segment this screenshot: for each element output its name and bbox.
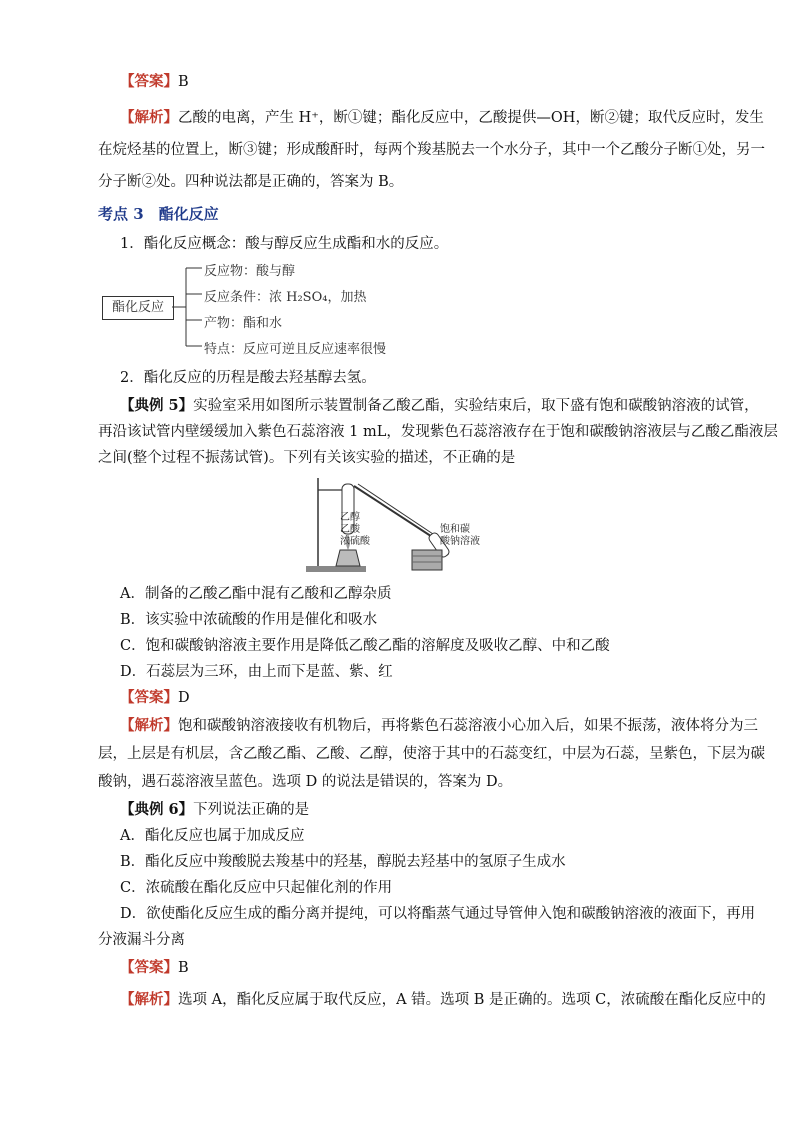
example5-option-a: A．制备的乙酸乙酯中混有乙酸和乙醇杂质 (120, 586, 392, 602)
apparatus-label-carbonate-2: 酸钠溶液 (440, 536, 480, 547)
diagram-item-reactants: 反应物：酸与醇 (204, 264, 296, 279)
apparatus-label-carbonate-1: 饱和碳 (440, 524, 470, 535)
diagram-item-features: 特点：反应可逆且反应速率很慢 (204, 342, 387, 357)
example5-stem-2: 再沿该试管内壁缓缓加入紫色石蕊溶液 1 mL，发现紫色石蕊溶液存在于饱和碳酸钠溶液层与乙酸乙酯液层 (98, 424, 778, 440)
example5-explanation-2: 层，上层是有机层，含乙酸乙酯、乙酸、乙醇，使溶于其中的石蕊变红，中层为石蕊，呈紫色，下层为碳 (98, 746, 765, 762)
example5-label: 【典例 5】 (120, 397, 194, 414)
example6-stem: 【典例 6】下列说法正确的是 (120, 801, 310, 818)
diagram-item-products: 产物：酯和水 (204, 316, 283, 331)
example5-option-c: C．饱和碳酸钠溶液主要作用是降低乙酸乙酯的溶解度及吸收乙醇、中和乙酸 (120, 638, 610, 654)
example5-explanation-3: 酸钠，遇石蕊溶液呈蓝色。选项 D 的说法是错误的，答案为 D。 (98, 774, 513, 790)
example6-answer: 【答案】B (120, 959, 189, 976)
explanation-line-3: 分子断②处。四种说法都是正确的，答案为 B。 (98, 174, 404, 190)
answer-line (120, 72, 740, 92)
example6-option-d-cont: 分液漏斗分离 (98, 932, 185, 948)
apparatus-label-acetic-acid: 乙酸 (340, 524, 360, 535)
apparatus-label-ethanol: 乙醇 (340, 512, 360, 523)
example6-option-c: C．浓硫酸在酯化反应中只起催化剂的作用 (120, 880, 393, 896)
example6-explanation-1: 【解析】选项 A，酯化反应属于取代反应，A 错。选项 B 是正确的。选项 C，浓硫酸在酯化反应中的 (120, 991, 766, 1008)
example5-stem-3: 之间(整个过程不振荡试管)。下列有关该实验的描述，不正确的是 (98, 450, 516, 466)
answer-value: B (178, 74, 189, 90)
example5-answer: 【答案】D (120, 689, 190, 706)
explanation-line-2: 在烷烃基的位置上，断③键；形成酸酐时，每两个羧基脱去一个水分子，其中一个乙酸分子断①处，另一 (98, 142, 765, 158)
example5-option-d: D．石蕊层为三环，由上而下是蓝、紫、红 (120, 664, 393, 680)
diagram-item-conditions: 反应条件：浓 H₂SO₄，加热 (204, 290, 367, 305)
apparatus-label-sulfuric-acid: 浓硫酸 (340, 536, 370, 547)
example5-stem-1: 【典例 5】实验室采用如图所示装置制备乙酸乙酯，实验结束后，取下盛有饱和碳酸钠溶液的试管， (120, 397, 759, 414)
diagram-center-box: 酯化反应 (102, 296, 174, 320)
diagram-bracket (172, 262, 208, 352)
example6-option-d: D．欲使酯化反应生成的酯分离并提纯，可以将酯蒸气通过导管伸入饱和碳酸钠溶液的液面下，再用 (120, 906, 756, 922)
example6-label: 【典例 6】 (120, 801, 194, 818)
concept-paragraph-2: 2．酯化反应的历程是酸去羟基醇去氢。 (120, 370, 376, 386)
example6-option-b: B．酯化反应中羧酸脱去羧基中的羟基，醇脱去羟基中的氢原子生成水 (120, 854, 566, 870)
apparatus-illustration (300, 470, 490, 574)
explanation-line-1: 【解析】乙酸的电离，产生 H⁺，断①键；酯化反应中，乙酸提供—OH，断②键；取代反应时，发生 (120, 109, 764, 126)
section-heading: 考点 3 酯化反应 (98, 205, 219, 223)
example6-option-a: A．酯化反应也属于加成反应 (120, 828, 305, 844)
answer-label: 【答案】 (120, 73, 178, 90)
example5-explanation-1: 【解析】饱和碳酸钠溶液接收有机物后，再将紫色石蕊溶液小心加入后，如果不振荡，液体将分为三 (120, 717, 758, 734)
example5-option-b: B．该实验中浓硫酸的作用是催化和吸水 (120, 612, 378, 628)
explanation-label: 【解析】 (120, 109, 178, 126)
concept-paragraph-1: 1．酯化反应概念：酸与醇反应生成酯和水的反应。 (120, 236, 449, 252)
